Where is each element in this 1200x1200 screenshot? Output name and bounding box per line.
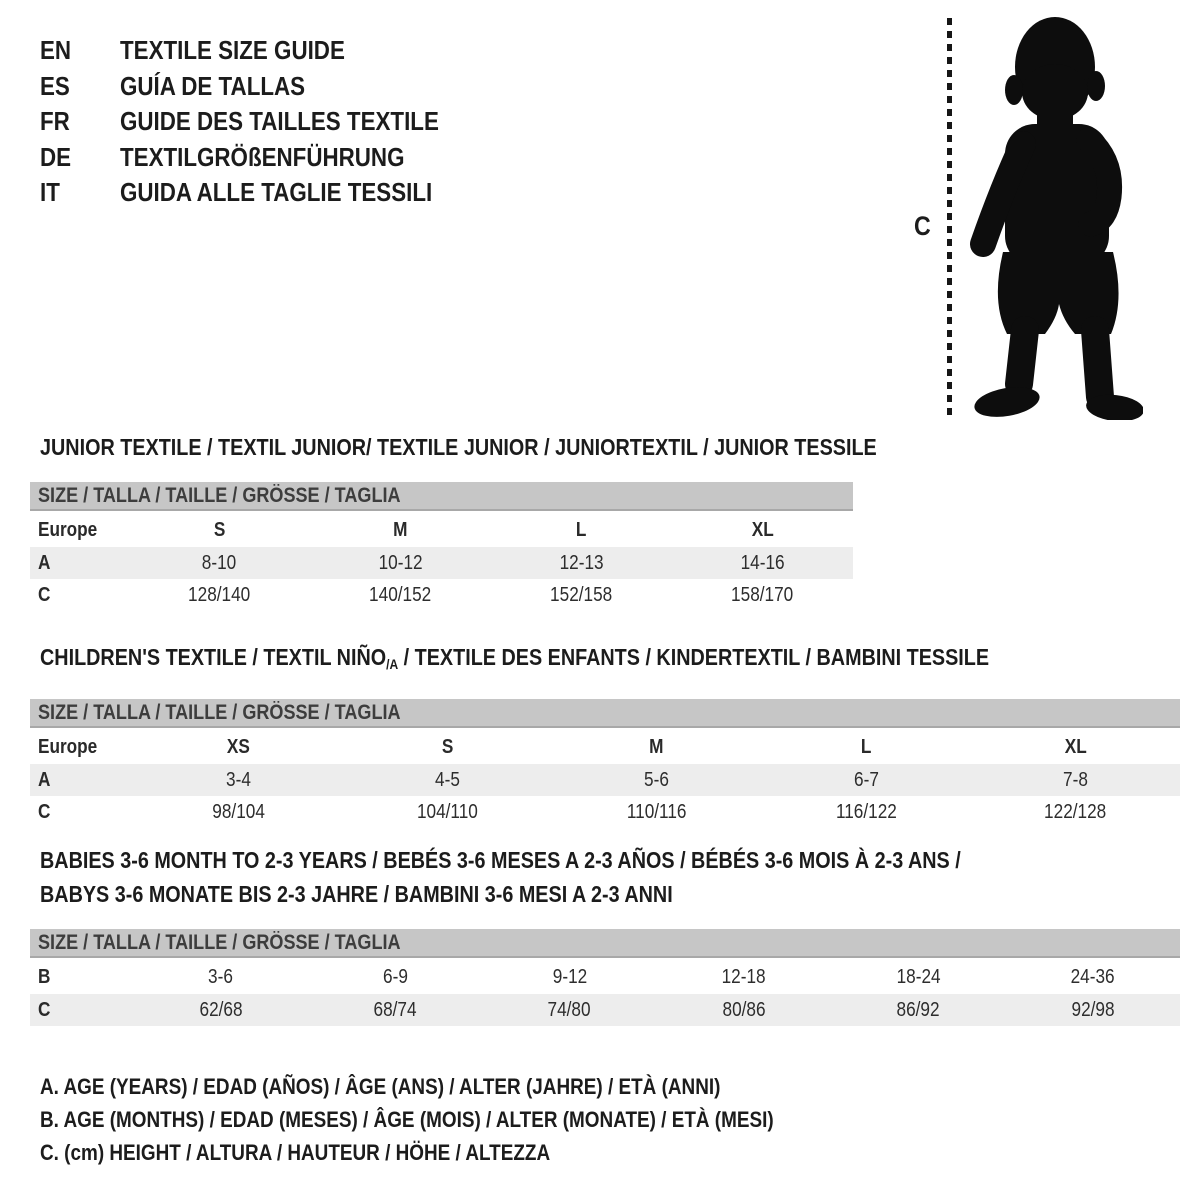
size-label: XS (226, 735, 250, 758)
size-value: 5-6 (644, 768, 670, 791)
language-code-text: FR (40, 106, 70, 137)
legend-line (40, 1136, 893, 1169)
table-title-segment: / TEXTILE DES ENFANTS / KINDERTEXTIL / BAMBINI TESSILE (398, 644, 990, 670)
size-label: XL (751, 518, 774, 541)
table-title (40, 640, 1180, 681)
legend (40, 1070, 893, 1169)
size-header-bar (30, 929, 1180, 958)
size-value-cell (971, 796, 1180, 828)
size-value-cell (1006, 994, 1180, 1026)
table-row (30, 960, 1180, 994)
height-measure-label: C (914, 211, 931, 241)
language-row (40, 69, 491, 105)
silhouette-leg-right (1095, 330, 1100, 397)
table-title-segment: BABIES 3-6 MONTH TO 2-3 YEARS / BEBÉS 3-6 MESES A 2-3 AÑOS / BÉBÉS 3-6 MOIS À 2-3 ANS / (40, 847, 961, 873)
language-label: TEXTILE SIZE GUIDE (120, 35, 345, 66)
size-value-cell (310, 547, 491, 579)
table-title-segment: JUNIOR TEXTILE / TEXTIL JUNIOR/ TEXTILE JUNIOR / JUNIORTEXTIL / JUNIOR TESSILE (40, 434, 877, 460)
size-value-cell (343, 764, 552, 796)
size-value-cell (482, 960, 656, 994)
size-value: 98/104 (211, 800, 265, 823)
table-title-text (40, 640, 989, 681)
size-header-cell (971, 730, 1180, 764)
language-label: GUIDA ALLE TAGLIE TESSILI (120, 177, 433, 208)
size-value-cell (971, 764, 1180, 796)
size-value: 10-12 (378, 551, 423, 574)
row-label: C (38, 583, 51, 606)
size-value-cell (657, 960, 831, 994)
row-label: C (38, 800, 51, 823)
size-header-text: SIZE / TALLA / TAILLE / GRÖSSE / TAGLIA (38, 931, 401, 954)
toddler-silhouette-shapes (972, 17, 1143, 420)
size-value-cell (129, 579, 310, 611)
size-label: M (393, 518, 408, 541)
row-label-cell (30, 960, 134, 994)
size-value: 9-12 (552, 965, 587, 988)
table-row (30, 764, 1180, 796)
row-label: Europe (38, 518, 98, 541)
size-value: 8-10 (202, 551, 237, 574)
size-header-cell (491, 513, 672, 547)
size-value: 14-16 (740, 551, 785, 574)
size-value-cell (761, 796, 970, 828)
table-title (40, 877, 1180, 911)
size-header-bar (30, 699, 1180, 728)
size-value: 12-13 (559, 551, 604, 574)
table-title-text (40, 877, 673, 911)
language-code-text: DE (40, 141, 72, 172)
language-label: GUIDE DES TAILLES TEXTILE (120, 106, 439, 137)
size-header-bar (30, 482, 853, 511)
size-value: 104/110 (416, 800, 478, 823)
row-label: C (38, 998, 51, 1021)
size-value: 74/80 (547, 998, 592, 1021)
row-label-cell (30, 579, 129, 611)
language-code-text: IT (40, 177, 60, 208)
size-value-cell (552, 764, 761, 796)
table-body (30, 513, 853, 611)
row-label-cell (30, 764, 134, 796)
size-table-babies (30, 960, 1180, 1026)
language-code (40, 35, 120, 66)
size-label: L (860, 735, 872, 758)
size-value-cell (134, 994, 308, 1026)
table-title-segment: CHILDREN'S TEXTILE / TEXTIL NIÑO (40, 644, 387, 670)
table-row (30, 994, 1180, 1026)
row-label-cell (30, 796, 134, 828)
legend-line (40, 1103, 893, 1136)
size-value: 86/92 (896, 998, 940, 1021)
language-code (40, 106, 120, 137)
size-value-cell (491, 579, 672, 611)
size-table-junior (30, 513, 853, 611)
language-row (40, 140, 491, 176)
size-header-cell (134, 730, 343, 764)
language-header (40, 33, 491, 211)
table-body (30, 960, 1180, 1026)
size-label: XL (1064, 735, 1087, 758)
size-value: 6-7 (853, 768, 879, 791)
table-title-segment: BABYS 3-6 MONATE BIS 2-3 JAHRE / BAMBINI 3-6 MESI A 2-3 ANNI (40, 881, 673, 907)
size-value-cell (134, 796, 343, 828)
language-label: GUÍA DE TALLAS (120, 70, 306, 101)
size-header-cell (310, 513, 491, 547)
size-value: 3-4 (225, 768, 251, 791)
table-title-text (40, 430, 877, 464)
size-value: 140/152 (369, 583, 432, 606)
silhouette-ear-left (1005, 75, 1023, 105)
table-section-junior (30, 430, 877, 611)
size-value-cell (343, 796, 552, 828)
size-value: 4-5 (435, 768, 460, 791)
language-code (40, 177, 120, 208)
size-header-cell (761, 730, 970, 764)
size-value: 68/74 (373, 998, 417, 1021)
table-title-text (40, 843, 961, 877)
size-value-cell (134, 960, 308, 994)
size-value-cell (482, 994, 656, 1026)
language-code (40, 71, 120, 102)
size-value-cell (552, 796, 761, 828)
size-value: 92/98 (1071, 998, 1115, 1021)
size-value: 116/122 (835, 800, 897, 823)
size-value: 7-8 (1062, 768, 1088, 791)
size-value: 152/158 (550, 583, 613, 606)
table-body (30, 730, 1180, 828)
size-table-children (30, 730, 1180, 828)
table-row (30, 796, 1180, 828)
legend-line-text: A. AGE (YEARS) / EDAD (AÑOS) / ÂGE (ANS) / ALTER (JAHRE) / ETÀ (ANNI) (40, 1074, 721, 1099)
size-value-cell (831, 960, 1005, 994)
toddler-silhouette-icon (963, 12, 1143, 420)
size-label: M (649, 735, 664, 758)
size-value: 12-18 (721, 965, 766, 988)
size-value: 158/170 (731, 583, 794, 606)
size-value: 122/128 (1044, 800, 1107, 823)
size-value-cell (1006, 960, 1180, 994)
size-label: S (441, 735, 454, 758)
size-value-cell (761, 764, 970, 796)
legend-line (40, 1070, 893, 1103)
row-label: A (38, 768, 51, 791)
size-value-cell (672, 579, 853, 611)
size-value-cell (134, 764, 343, 796)
language-row (40, 104, 491, 140)
size-value: 110/116 (626, 800, 687, 823)
size-value-cell (310, 579, 491, 611)
language-code-text: ES (40, 70, 70, 101)
row-label-cell (30, 547, 129, 579)
row-label: Europe (38, 735, 98, 758)
size-header-text: SIZE / TALLA / TAILLE / GRÖSSE / TAGLIA (38, 701, 401, 724)
size-header-cell (552, 730, 761, 764)
size-value: 62/68 (199, 998, 243, 1021)
size-value-cell (129, 547, 310, 579)
language-code (40, 142, 120, 173)
table-title-subscript: /A (386, 656, 399, 672)
language-row (40, 175, 491, 211)
size-value: 18-24 (896, 965, 941, 988)
language-code-text: EN (40, 35, 72, 66)
size-value-cell (657, 994, 831, 1026)
size-value: 128/140 (188, 583, 251, 606)
language-label: TEXTILGRÖßENFÜHRUNG (120, 141, 405, 172)
size-value: 24-36 (1070, 965, 1115, 988)
height-dashed-line (947, 18, 952, 416)
silhouette-ear-right (1087, 71, 1105, 101)
row-label: A (38, 551, 51, 574)
size-value-cell (308, 994, 482, 1026)
row-label: B (38, 965, 51, 988)
size-value-cell (308, 960, 482, 994)
language-row (40, 33, 491, 69)
row-label-cell (30, 994, 134, 1026)
size-header-cell (129, 513, 310, 547)
size-label: S (213, 518, 226, 541)
row-label-cell (30, 730, 134, 764)
table-row (30, 730, 1180, 764)
size-header-text: SIZE / TALLA / TAILLE / GRÖSSE / TAGLIA (38, 484, 401, 507)
size-value: 6-9 (382, 965, 408, 988)
row-label-cell (30, 513, 129, 547)
size-header-cell (343, 730, 552, 764)
table-row (30, 547, 853, 579)
table-section-babies (30, 843, 1180, 1026)
size-header-cell (672, 513, 853, 547)
size-label: L (576, 518, 587, 541)
legend-line-text: B. AGE (MONTHS) / EDAD (MESES) / ÂGE (MOIS) / ALTER (MONATE) / ETÀ (MESI) (40, 1107, 774, 1132)
table-row (30, 579, 853, 611)
size-value: 80/86 (722, 998, 766, 1021)
size-value: 3-6 (208, 965, 234, 988)
table-title (40, 843, 1180, 877)
size-value-cell (672, 547, 853, 579)
size-value-cell (491, 547, 672, 579)
legend-line-text: C. (cm) HEIGHT / ALTURA / HAUTEUR / HÖHE / ALTEZZA (40, 1140, 551, 1165)
table-row (30, 513, 853, 547)
size-value-cell (831, 994, 1005, 1026)
silhouette-leg-left (1019, 330, 1025, 384)
table-title (40, 430, 877, 464)
table-section-children (30, 640, 1180, 828)
